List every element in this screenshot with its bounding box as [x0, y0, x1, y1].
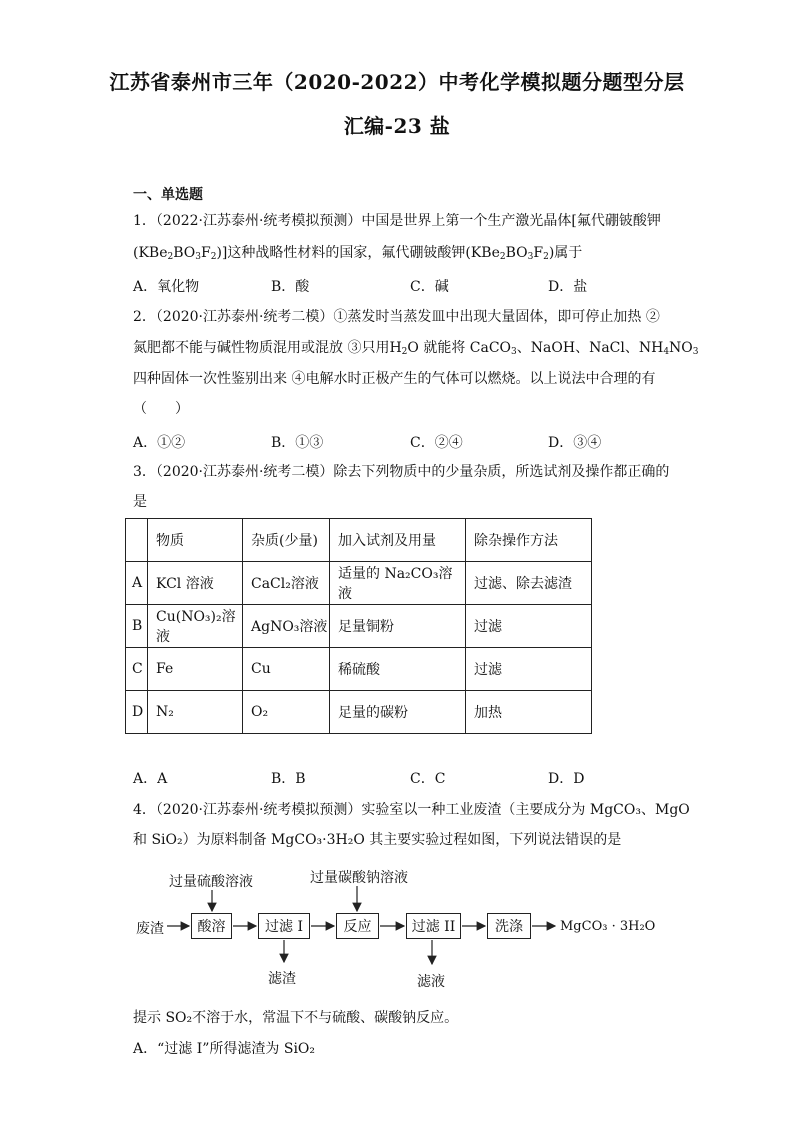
flow-step-wash: 洗涤 — [487, 913, 531, 939]
table-cell: Fe — [148, 648, 243, 691]
table-cell: 过滤 — [466, 605, 592, 648]
table-cell: 适量的 Na₂CO₃溶液 — [330, 562, 466, 605]
table-header-cell: 除杂操作方法 — [466, 519, 592, 562]
flow-reagent1: 过量硫酸溶液 — [169, 874, 253, 890]
q1-stem-line2: $(KBe_2BO_3F_2)$]这种战略性材料的国家，氟代硼铍酸钾$(KBe_2BO_3F_2)$属于 — [133, 245, 583, 262]
table-cell: Cu — [243, 648, 330, 691]
table-header-cell: 物质 — [148, 519, 243, 562]
q1-option-a: A．氧化物 — [133, 279, 200, 295]
q3-option-d: D．D — [548, 771, 585, 787]
section-heading: 一、单选题 — [133, 187, 203, 203]
flow-input: 废渣 — [136, 921, 164, 937]
table-cell: 稀硫酸 — [330, 648, 466, 691]
q2-stem-line4: （ ） — [133, 401, 189, 417]
flow-step-filter2: 过滤 II — [406, 913, 461, 939]
table-cell: D — [126, 691, 148, 734]
table-header-cell: 加入试剂及用量 — [330, 519, 466, 562]
q1-option-c: C．碱 — [410, 279, 449, 295]
table-cell: C — [126, 648, 148, 691]
q4-option-a: A．“过滤 I”所得滤渣为 SiO₂ — [133, 1041, 316, 1057]
doc-title-line2: 汇编-23 盐 — [343, 114, 451, 138]
q3-option-a: A．A — [133, 771, 168, 787]
doc-title-line1: 江苏省泰州市三年（2020-2022）中考化学模拟题分题型分层 — [109, 70, 685, 94]
q4-stem-line1: 4．（2020·江苏泰州·统考模拟预测）实验室以一种工业废渣（主要成分为 MgCO₃、MgO — [133, 802, 690, 818]
table-cell: Cu(NO₃)₂溶液 — [148, 605, 243, 648]
q2-stem-line2: 氮肥都不能与碱性物质混用或混放 ③只用$H_2O$ 就能将 CaCO$_3$、NaOH、NaCl、$NH_4NO_3$ — [133, 340, 699, 357]
flow-filtrate: 滤液 — [417, 974, 445, 990]
table-cell: CaCl₂溶液 — [243, 562, 330, 605]
table-cell: 足量铜粉 — [330, 605, 466, 648]
q4-stem-line2: 和 SiO₂）为原料制备 MgCO₃·3H₂O 其主要实验过程如图，下列说法错误的是 — [133, 832, 622, 848]
table-cell: N₂ — [148, 691, 243, 734]
table-cell: KCl 溶液 — [148, 562, 243, 605]
q1-option-d: D．盐 — [548, 279, 588, 295]
q2-option-c: C．②④ — [410, 435, 463, 451]
q2-stem-line1: 2．（2020·江苏泰州·统考二模）①蒸发时当蒸发皿中出现大量固体，即可停止加热 ② — [133, 309, 660, 325]
q2-option-d: D．③④ — [548, 435, 602, 451]
flow-step-filter1: 过滤 I — [258, 913, 310, 939]
table-cell: A — [126, 562, 148, 605]
flow-product: MgCO₃ · 3H₂O — [560, 919, 656, 934]
table-cell: 加热 — [466, 691, 592, 734]
q2-stem-line3: 四种固体一次性鉴别出来 ④电解水时正极产生的气体可以燃烧。以上说法中合理的有 — [133, 371, 656, 387]
table-cell: AgNO₃溶液 — [243, 605, 330, 648]
table-cell: 过滤、除去滤渣 — [466, 562, 592, 605]
table-cell: O₂ — [243, 691, 330, 734]
q1-stem-line1: 1．（2022·江苏泰州·统考模拟预测）中国是世界上第一个生产激光晶体[氟代硼铍酸钾 — [133, 213, 661, 229]
q3-stem-line2: 是 — [133, 494, 147, 510]
flow-step-acid: 酸溶 — [191, 913, 232, 939]
q1-option-b: B．酸 — [271, 279, 310, 295]
q2-option-a: A．①② — [133, 435, 186, 451]
table-cell: 足量的碳粉 — [330, 691, 466, 734]
q3-option-b: B．B — [271, 771, 306, 787]
q2-option-b: B．①③ — [271, 435, 324, 451]
table-cell: 过滤 — [466, 648, 592, 691]
flow-residue: 滤渣 — [268, 971, 296, 987]
flow-step-react: 反应 — [336, 913, 379, 939]
q3-option-c: C．C — [410, 771, 446, 787]
flow-reagent2: 过量碳酸钠溶液 — [310, 870, 408, 886]
q4-hint: 提示 SO₂不溶于水，常温下不与硫酸、碳酸钠反应。 — [133, 1010, 459, 1026]
table-header-cell: 杂质(少量) — [243, 519, 330, 562]
table-cell: B — [126, 605, 148, 648]
q3-stem-line1: 3．（2020·江苏泰州·统考二模）除去下列物质中的少量杂质，所选试剂及操作都正确的 — [133, 464, 670, 480]
